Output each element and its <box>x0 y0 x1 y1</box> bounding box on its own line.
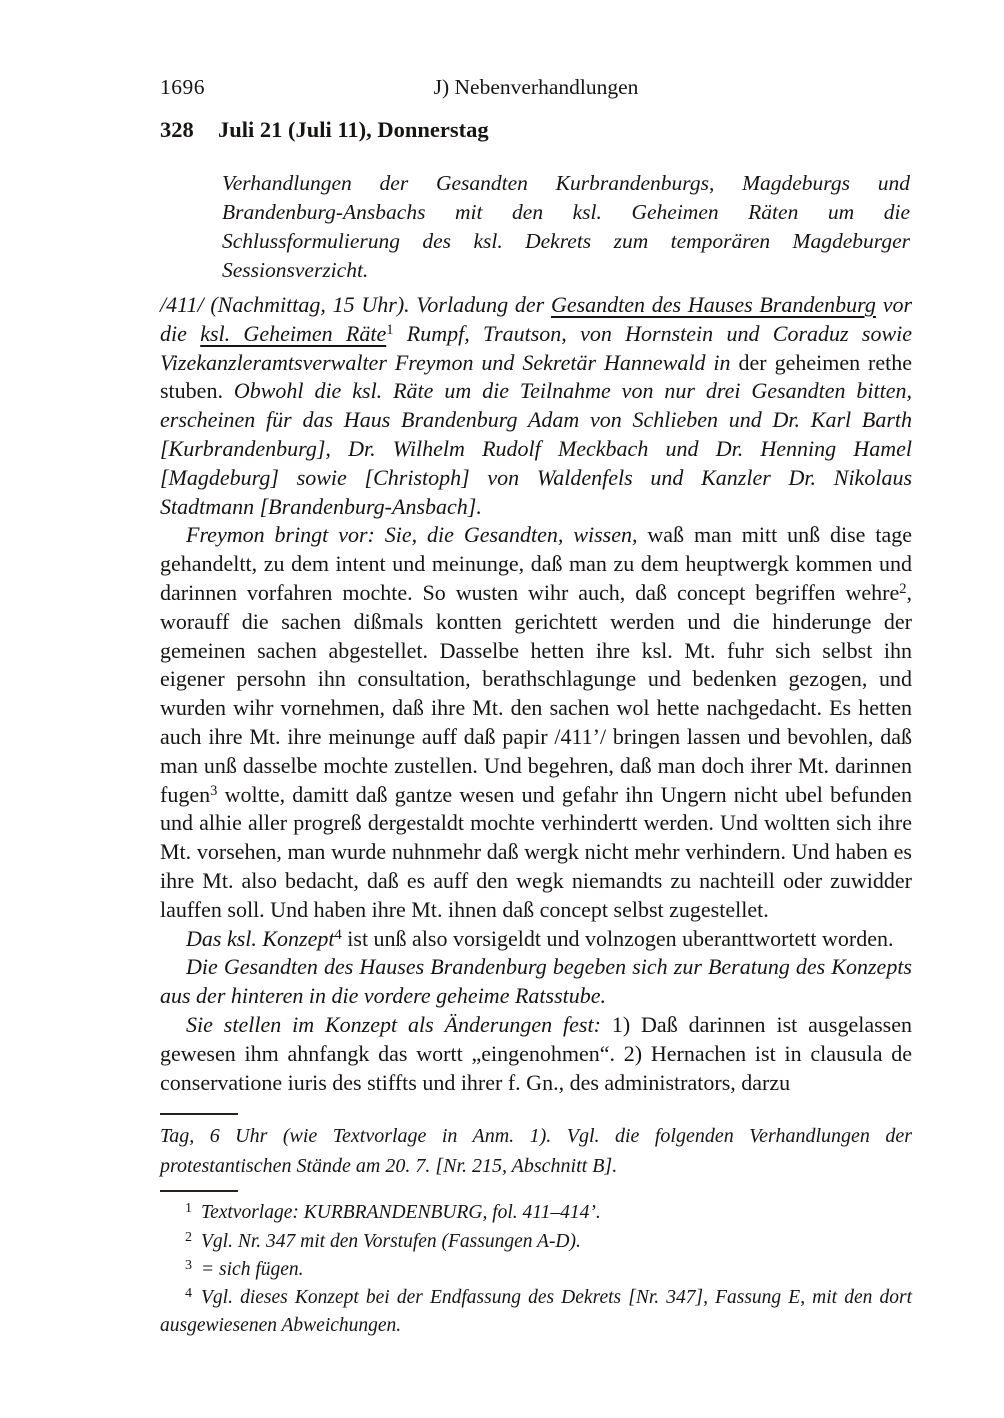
entry-summary: Verhandlungen der Gesandten Kurbrandenburgs, Magdeburgs und Brandenburg-Ansbachs mit den ksl. Geheimen Räten um die Schlussformulierung des ksl. Dekrets zum temporären Magdeburger Sessionsverzicht. <box>222 171 910 282</box>
paragraph <box>160 521 912 924</box>
text-segment: Die Gesandten des Hauses Brandenburg begeben sich zur Beratung des Konzepts aus der hinteren in die vordere geheime Ratsstube. <box>160 954 912 1009</box>
footnote-continuation: Tag, 6 Uhr (wie Textvorlage in Anm. 1). Vgl. die folgenden Verhandlungen der protestantischen Stände am 20. 7. [Nr. 215, Abschnitt B]. <box>160 1125 912 1177</box>
footnote-text: = sich fügen. <box>201 1258 304 1280</box>
footnote <box>160 1284 912 1340</box>
text-segment: Rumpf, Trautson, von Hornstein und Coraduz sowie Vizekanzleramtsverwalter Freymon und Sekretär Hannewald in <box>160 320 912 375</box>
text-segment: ist unß also vorsigeldt und volnzogen uberanttwortett worden. <box>341 925 894 951</box>
entry-heading <box>160 115 912 144</box>
text-segment: waß man mitt unß dise tage gehandeltt, zu dem intent und meinunge, daß man zu dem heuptwergk kommen und darinnen vorfahren mochte. So wusten wihr auch, daß concept begriffen wehre <box>160 522 912 605</box>
text-segment: vor die <box>160 292 913 346</box>
running-section-title: J) Nebenverhandlungen <box>433 75 639 99</box>
footnote-separator <box>160 1113 238 1115</box>
text-segment: der geheimen rethe stuben. <box>160 349 913 404</box>
footnote-text: Vgl. Nr. 347 mit den Vorstufen (Fassungen A-D). <box>201 1230 581 1252</box>
footnote-reference: 1 <box>386 322 394 339</box>
paragraph <box>160 925 912 954</box>
footnote-number: 4 <box>185 1285 193 1302</box>
footnote-reference: 4 <box>334 927 342 943</box>
text-segment: Obwohl die ksl. Räte um die Teilnahme von nur drei Gesandten bitten, erscheinen für das Haus Brandenburg Adam von Schlieben und Dr. Karl Barth [Kurbrandenburg], Dr. Wilhelm Rudolf Meckbach und Dr. Henning Hamel [Magdeburg] sowie [Christoph] von Waldenfels und Kanzler Dr. Nikolaus Stadtmann [Brandenburg-Ansbach]. <box>160 378 912 519</box>
text-segment: woltte, damitt daß gantze wesen und gefahr ihn Ungern nicht ubel befunden und alhie aller progreß dergestaldt mochte verhindertt werden. Und woltten sich ihre Mt. vorsehen, man wurde nuhnmehr daß wergk nicht mehr verhindern. Und haben es ihre Mt. also bedacht, daß es auff den wegk niemandts zu nachteill oder zuwidder lauffen soll. Und haben ihre Mt. ihnen daß concept selbst zugestellet. <box>160 781 912 922</box>
footnote <box>160 1228 912 1256</box>
paragraph <box>160 291 912 521</box>
running-header <box>160 74 912 101</box>
text-segment: Das ksl. Konzept <box>186 925 335 951</box>
footnote-number: 2 <box>185 1228 193 1245</box>
footnote-reference: 3 <box>210 783 218 800</box>
text-segment: , worauff die sachen dißmals kontten gerichtett werden und die hinderunge der gemeinen sachen abgestellet. Dasselbe hetten ihre ksl. Mt. fuhr sich selbst ihn eigener persohn ihn consultation, berathschlagunge und bedenken gezogen, und wurden wihr vornehmen, daß ihre Mt. den sachen wol hette nachgedacht. Es hetten auch ihre Mt. ihre meinunge auff daß papir /411’/ bringen lassen und bevohlen, daß man unß dasselbe mochte zustellen. Und begehren, daß man doch ihrer Mt. darinnen fugen <box>160 579 912 807</box>
text-segment: /411/ (Nachmittag, 15 Uhr). Vorladung der <box>160 292 551 317</box>
paragraph <box>160 953 912 1011</box>
footnote-text: Vgl. dieses Konzept bei der Endfassung des Dekrets [Nr. 347], Fassung E, mit den dort ausgewiesenen Abweichungen. <box>160 1286 912 1337</box>
footnote <box>160 1256 912 1284</box>
body-text <box>160 291 912 1097</box>
footnote-reference: 2 <box>899 581 907 598</box>
text-segment: Freymon bringt vor: Sie, die Gesandten, wissen, <box>186 522 648 548</box>
text-column <box>160 0 912 1340</box>
paragraph <box>160 1011 912 1097</box>
text-segment: Sie stellen im Konzept als Änderungen fest: <box>186 1011 612 1037</box>
entry-number: 328 <box>160 117 194 142</box>
text-segment: ksl. Geheimen Räte <box>200 320 387 346</box>
footnote-number: 3 <box>185 1256 193 1273</box>
footnotes <box>160 1199 912 1340</box>
text-segment: 1) Daß darinnen ist ausgelassen gewesen ihm ahnfangk das wortt „eingenohmen“. 2) Hernachen ist in clausula de conservatione iuris des stiffts und ihrer f. Gn., des administrators, darzu <box>160 1011 913 1095</box>
entry-title: Juli 21 (Juli 11), Donnerstag <box>218 117 489 142</box>
page-number: 1696 <box>160 75 205 99</box>
footnote <box>160 1199 912 1227</box>
footnote-separator-2 <box>160 1190 238 1192</box>
footnote-number: 1 <box>185 1200 193 1217</box>
text-segment: Gesandten des Hauses Brandenburg <box>550 292 876 317</box>
footnote-text: Textvorlage: KURBRANDENBURG, fol. 411–414’. <box>201 1202 601 1224</box>
